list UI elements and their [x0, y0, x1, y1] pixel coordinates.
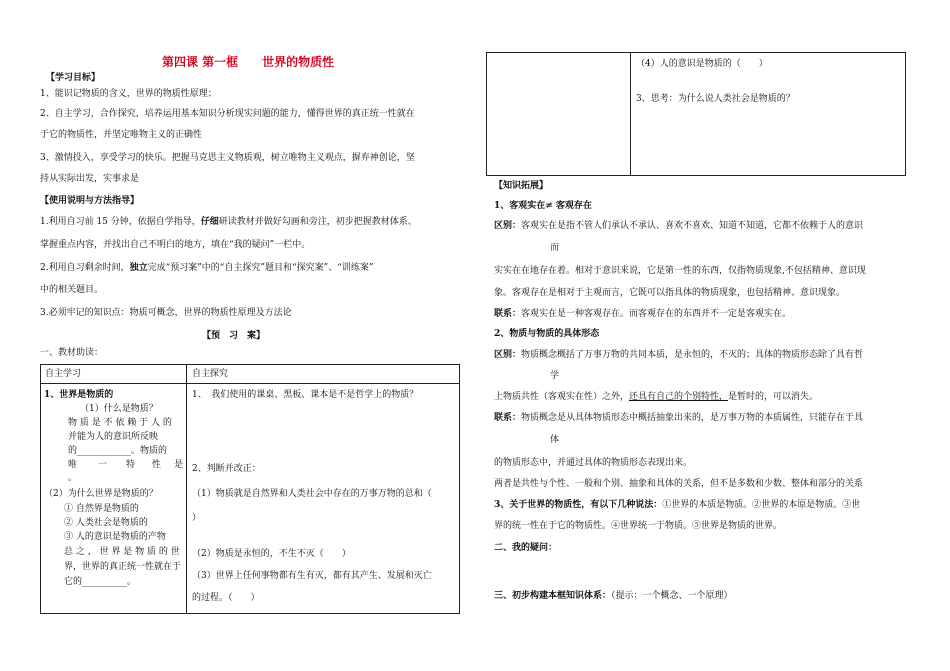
- k2-line-3-underlined: 还具有自己的个别特性，: [629, 392, 729, 402]
- usage-1a-post: 研读教材并做好勾画和旁注，初步把握教材体系、: [218, 217, 417, 227]
- c2-line-1: 1、 我们使用的课桌、黑板、课本是不是哲学上的物质？: [192, 390, 419, 400]
- usage-1a-pre: 1.利用自习前 15 分钟，依据自学指导，: [40, 217, 201, 227]
- knowledge-system-heading: 三、初步构建本框知识体系：: [494, 591, 612, 601]
- k3-line-a: [494, 499, 860, 511]
- k2-diff: [494, 349, 863, 361]
- c2-line-3: （1）物质就是自然界和人类社会中存在的万事万物的总和（: [192, 489, 432, 499]
- c1-line-9: ① 自然界是物质的: [64, 504, 139, 514]
- k1-diff-er: 而: [550, 243, 560, 253]
- preview-heading: 【预 习 案】: [202, 331, 266, 341]
- c1-line-10: ② 人类社会是物质的: [64, 518, 148, 528]
- usage-2a-pre: 2.利用自习剩余时间，: [40, 263, 130, 273]
- c1-line-6e: 是: [174, 460, 184, 470]
- c1-line-13: 界，世界的真正统一性就在于: [64, 562, 182, 572]
- k2-line-3-post: 是暂时的，可以消失。: [728, 392, 819, 402]
- c1-line-6c: 特: [126, 460, 136, 470]
- goals-heading: 【学习目标】: [46, 73, 101, 83]
- k2-diff-text: 物质概念概括了万事万物的共同本质，是永恒的，不灭的；具体的物质形态除了具有哲: [521, 350, 864, 360]
- c1-line-2: （1）什么是物质？: [80, 404, 158, 414]
- table-header-self-study: 自主学习: [45, 369, 82, 379]
- k2-ti: 体: [550, 435, 560, 445]
- goal-2a: 2、自主学习，合作探究，培养运用基本知识分析现实问题的能力，懂得世界的真正统一性就在: [40, 109, 415, 119]
- table-column-divider: [186, 364, 187, 613]
- usage-heading: 【使用说明与方法指导】: [40, 196, 140, 206]
- k2-heading: 2、物质与物质的具体形态: [494, 329, 600, 339]
- k1-line-4: 象。客观存在是相对于主观而言，它既可以指具体的物质现象，也包括精神、意识现象。: [494, 288, 846, 298]
- k1-link-label: 联系：: [494, 309, 522, 319]
- table-header-divider: [40, 383, 459, 384]
- box-line-2: 3、思考：为什么说人类社会是物质的？: [636, 94, 795, 104]
- usage-2a: [40, 262, 373, 274]
- k2-diff-label: 区别：: [494, 350, 522, 360]
- k3-line-a-pre: 3、关于世界的物质性，有以下几种说法：: [494, 500, 663, 510]
- textbook-help: 一、教材助读：: [40, 348, 104, 358]
- c1-line-1: 1、世界是物质的: [44, 390, 114, 400]
- c1-line-14: 它的__________。: [64, 577, 137, 587]
- k1-link: [494, 308, 791, 320]
- c2-line-5: （2）物质是永恒的，不生不灭（ ）: [192, 549, 351, 559]
- continued-table-divider: [630, 52, 631, 175]
- usage-3: 3.必须牢记的知识点：物质可概念，世界的物质性原理及方法论: [40, 308, 292, 318]
- c1-line-6b: 一: [98, 460, 108, 470]
- usage-2b: 中的相关题目。: [40, 285, 104, 295]
- usage-2a-bold: 独立: [129, 263, 148, 273]
- c1-line-5: 的____________。物质的: [68, 446, 168, 456]
- usage-1a: [40, 216, 417, 228]
- knowledge-system-hint: （提示：一个概念、一个原理）: [611, 591, 733, 601]
- c1-line-11: ③ 人的意识是物质的产物: [64, 532, 166, 542]
- k2-line-3-pre: 上物质共性（客观实在性）之外，: [494, 392, 630, 402]
- k1-line-3: 实实在在地存在着。相对于意识来说，它是第一性的东西，仅指物质现象,不包括精神、意识现: [494, 266, 866, 276]
- c2-line-4: ）: [192, 513, 202, 523]
- c2-line-6: （3）世界上任何事物都有生有灭，都有其产生、发展和灭亡: [192, 571, 432, 581]
- c1-line-7: 。: [68, 473, 78, 483]
- k1-diff-text: 客观实在是指不管人们承认不承认、喜欢不喜欢、知道不知道，它都不依赖于人的意识: [521, 221, 864, 231]
- box-line-1: （4）人的意识是物质的（ ）: [636, 59, 768, 69]
- goal-2b: 于它的物质性，并坚定唯物主义的正确性: [40, 130, 203, 140]
- k1-diff: [494, 220, 863, 232]
- k1-diff-label: 区别：: [494, 221, 522, 231]
- c2-line-2: 2、判断并改正：: [192, 464, 261, 474]
- c1-line-6a: 唯: [68, 460, 78, 470]
- knowledge-system: [494, 590, 733, 602]
- c1-line-12: 总 之 ， 世 界 是 物 质 的 世: [64, 547, 180, 557]
- usage-1b: 掌握重点内容，并找出自己不明白的地方，填在“我的疑问”一栏中。: [40, 240, 311, 250]
- k3-line-a-post: ①世界的本质是物质。②世界的本原是物质。③世: [662, 500, 861, 510]
- expand-heading: 【知识拓展】: [494, 181, 549, 191]
- table-header-self-explore: 自主探究: [192, 369, 229, 379]
- k2-line-3: [494, 391, 818, 403]
- k2-link-text: 物质概念是从具体物质形态中概括抽象出来的，是万事万物的本质属性，只能存在于具: [521, 413, 864, 423]
- my-questions-heading: 二、我的疑问：: [494, 543, 558, 553]
- k2-link: [494, 412, 863, 424]
- usage-2a-post: 完成“预习案”中的“自主探究”题目和“探究案”、“训练案”: [147, 263, 374, 273]
- k2-line-6: 的物质形态中，并通过具体的物质形态表现出来。: [494, 458, 693, 468]
- goal-3a: 3、激情投入，享受学习的快乐。把握马克思主义物质观，树立唯物主义观点，摒弃神创论，坚: [40, 153, 415, 163]
- goal-1: 1、能识记物质的含义，世界的物质性原理；: [40, 89, 217, 99]
- c2-line-7: 的过程。（ ）: [192, 593, 260, 603]
- page-title: 第四课 第一框 世界的物质性: [162, 55, 335, 69]
- c1-line-3: 物 质 是 不 依 赖 于 人 的: [68, 418, 172, 428]
- c1-line-4: 并能为人的意识所反映: [68, 432, 159, 442]
- usage-1a-bold: 仔细: [200, 217, 219, 227]
- continued-table: [486, 52, 906, 176]
- k1-link-text: 客观实在是一种客观存在。而客观存在的东西并不一定是客观实在。: [521, 309, 792, 319]
- k1-heading: 1、客观实在≠ 客观存在: [494, 201, 592, 211]
- k2-xue: 学: [550, 371, 560, 381]
- k2-link-label: 联系：: [494, 413, 522, 423]
- c1-line-6d: 性: [152, 460, 162, 470]
- c1-line-8: （2）为什么世界是物质的？: [44, 489, 158, 499]
- k3-line-b: 界的统一性在于它的物质性。④世界统一于物质。⑤世界是物质的世界。: [494, 521, 783, 531]
- k2-line-7: 两者是共性与个性、一般和个别、抽象和具体的关系，但不是多数和少数、整体和部分的关系: [494, 479, 864, 489]
- goal-3b: 持从实际出发，实事求是: [40, 174, 140, 184]
